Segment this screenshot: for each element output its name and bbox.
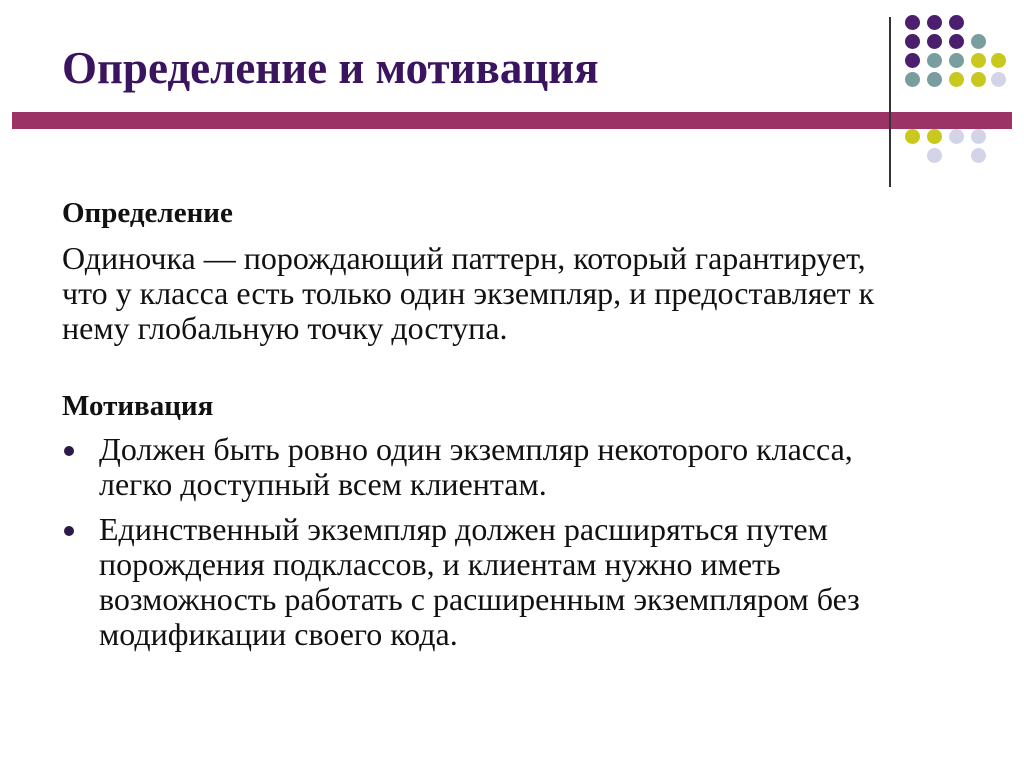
decorative-dot [971,53,986,68]
list-item [62,512,882,652]
list-item-text: Единственный экземпляр должен расширяться путем порождения подклассов, и клиентам нужно иметь возможность работать с расширенным экземпляром без модификации своего кода. [99,511,860,652]
decorative-dot [905,34,920,49]
bullet-dot-icon [64,526,74,536]
decorative-dot [991,53,1006,68]
definition-text: Одиночка — порождающий паттерн, который гарантирует, что у класса есть только один экземпляр, и предоставляет к нему глобальную точку доступа. [62,240,875,346]
list-item [62,432,882,502]
decorative-dot [991,72,1006,87]
decorative-dot [949,15,964,30]
decorative-dot [927,148,942,163]
decorative-dot-grid [905,15,1005,165]
decorative-dot [927,53,942,68]
motivation-heading: Мотивация [62,390,214,422]
decorative-dot [949,72,964,87]
decorative-dot [949,53,964,68]
decorative-dot [905,15,920,30]
decorative-dot [971,148,986,163]
decorative-dot [927,72,942,87]
decorative-dot [927,129,942,144]
decorative-dot [905,129,920,144]
motivation-list [62,432,882,652]
decorative-dot [905,53,920,68]
decorative-vertical-line [889,17,891,187]
decorative-dot [949,34,964,49]
list-item-text: Должен быть ровно один экземпляр некоторого класса, легко доступный всем клиентам. [99,431,853,502]
title-underline-bar [12,112,1012,129]
decorative-dot [971,129,986,144]
decorative-dot [905,72,920,87]
decorative-dot [927,34,942,49]
decorative-dot [971,72,986,87]
slide-title: Определение и мотивация [62,43,599,93]
bullet-dot-icon [64,446,74,456]
definition-heading: Определение [62,197,233,229]
decorative-dot [949,129,964,144]
slide-body [62,195,882,662]
decorative-dot [971,34,986,49]
decorative-dot [927,15,942,30]
